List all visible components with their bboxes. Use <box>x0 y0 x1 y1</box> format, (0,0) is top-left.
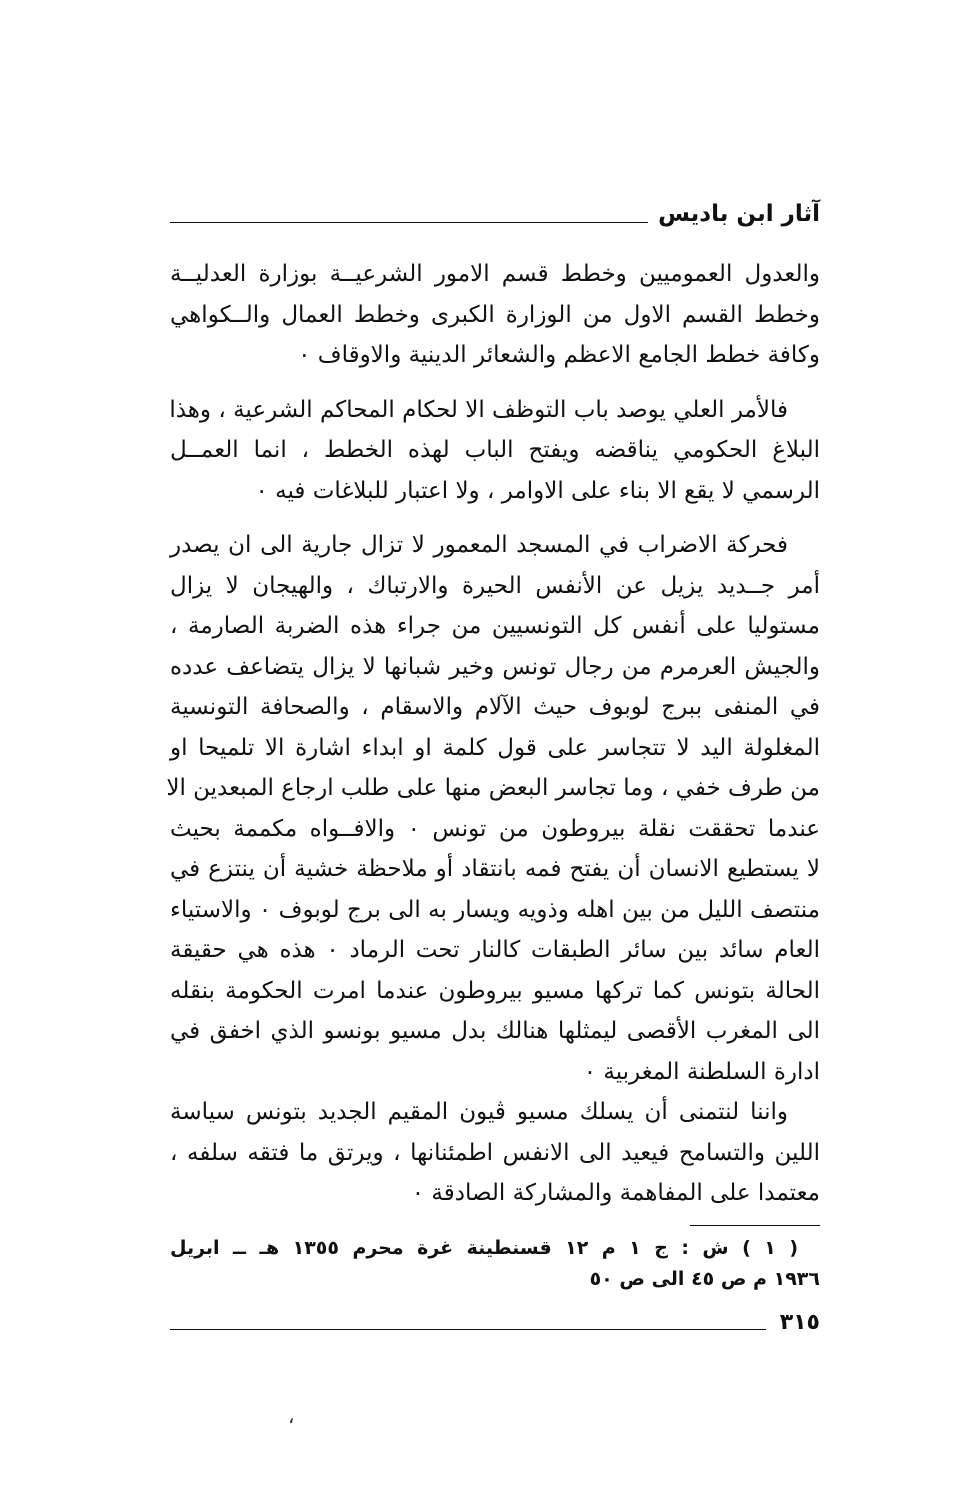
footer-rule <box>170 1329 766 1330</box>
paragraph-gap <box>170 511 820 525</box>
text-line: فحركة الاضراب في المسجد المعمور لا تزال جارية الى ان يصدر <box>170 532 788 558</box>
paragraph <box>166 525 821 1092</box>
text-line: والعدول العموميين وخطط قسم الامور الشرعيــة بوزارة العدليــة <box>170 261 820 287</box>
footnote-line: ١٩٣٦ م ص ٤٥ الى ص ٥٠ <box>589 1268 820 1290</box>
stray-mark: ، <box>288 1404 295 1428</box>
text-line: وكافة خطط الجامع الاعظم والشعائر الدينية والاوقاف ٠ <box>298 342 820 368</box>
text-line: في المنفى ببرج لوبوف حيث الآلام والاسقام ، والصحافة التونسية <box>170 694 820 720</box>
header-rule <box>170 222 648 223</box>
footnote-rule <box>690 1225 820 1226</box>
text-line: معتمدا على المفاهمة والمشاركة الصادقة ٠ <box>411 1180 820 1206</box>
paragraph <box>170 1092 820 1214</box>
paragraph <box>170 390 820 512</box>
text-line: ادارة السلطنة المغربية ٠ <box>583 1058 820 1085</box>
text-line: البلاغ الحكومي يناقضه ويفتح الباب لهذه الخطط ، انما العمــل <box>170 437 820 463</box>
text-line: والجيش العرمرم من رجال تونس وخير شبانها لا يزال يتضاعف عدده <box>170 653 820 680</box>
text-line: منتصف الليل من بين اهله وذويه ويسار به الى برج لوبوف ٠ والاستياء <box>170 896 820 923</box>
text-line: الحالة بتونس كما تركها مسيو بيروطون عندما امرت الحكومة بنقله <box>170 977 820 1004</box>
text-line: عندما تحققت نقلة بيروطون من تونس ٠ والافــواه مكممة بحيث <box>170 815 820 842</box>
paragraph-gap <box>170 376 820 390</box>
text-line: العام سائد بين سائر الطبقات كالنار تحت الرماد ٠ هذه هي حقيقة <box>170 937 821 963</box>
footnote <box>170 1233 820 1295</box>
paragraph <box>170 254 820 376</box>
text-line: واننا لنتمنى أن يسلك مسيو ڤيون المقيم الجديد بتونس سياسة <box>170 1099 788 1125</box>
text-line: اللين والتسامح فيعيد الى الانفس اطمئنانها ، ويرتق ما فتقه سلفه ، <box>170 1139 820 1166</box>
text-line: فالأمر العلي يوصد باب التوظف الا لحكام المحاكم الشرعية ، وهذا <box>169 396 788 423</box>
text-line: الرسمي لا يقع الا بناء على الاوامر ، ولا اعتبار للبلاغات فيه ٠ <box>255 477 820 504</box>
text-line: لا يستطيع الانسان أن يفتح فمه بانتقاد أو ملاحظة خشية أن ينتزع في <box>170 856 820 882</box>
text-line: من طرف خفي ، وما تجاسر البعض منها على طلب ارجاع المبعدين الا <box>166 775 820 801</box>
page-number: ٣١٥ <box>779 1310 820 1335</box>
text-line: أمر جــديد يزيل عن الأنفس الحيرة والارتباك ، والهيجان لا يزال <box>170 572 820 599</box>
footnote-line: ( ١ ) ش : ج ١ م ١٢ قسنطينة غرة محرم ١٣٥٥ هـ ــ ابريل <box>170 1237 798 1259</box>
running-header-title: آثار ابن باديس <box>658 201 820 227</box>
text-line: المغلولة اليد لا تتجاسر على قول كلمة او ابداء اشارة الا تلميحا او <box>170 734 820 761</box>
running-header <box>170 196 820 226</box>
body-text <box>166 254 821 1214</box>
page-footer <box>170 1306 820 1334</box>
text-line: وخطط القسم الاول من الوزارة الكبرى وخطط العمال والــكواهي <box>170 301 820 328</box>
text-line: مستوليا على أنفس كل التونسيين من جراء هذه الضربة الصارمة ، <box>170 613 820 639</box>
text-line: الى المغرب الأقصى ليمثلها هنالك بدل مسيو بونسو الذي اخفق في <box>170 1018 820 1044</box>
